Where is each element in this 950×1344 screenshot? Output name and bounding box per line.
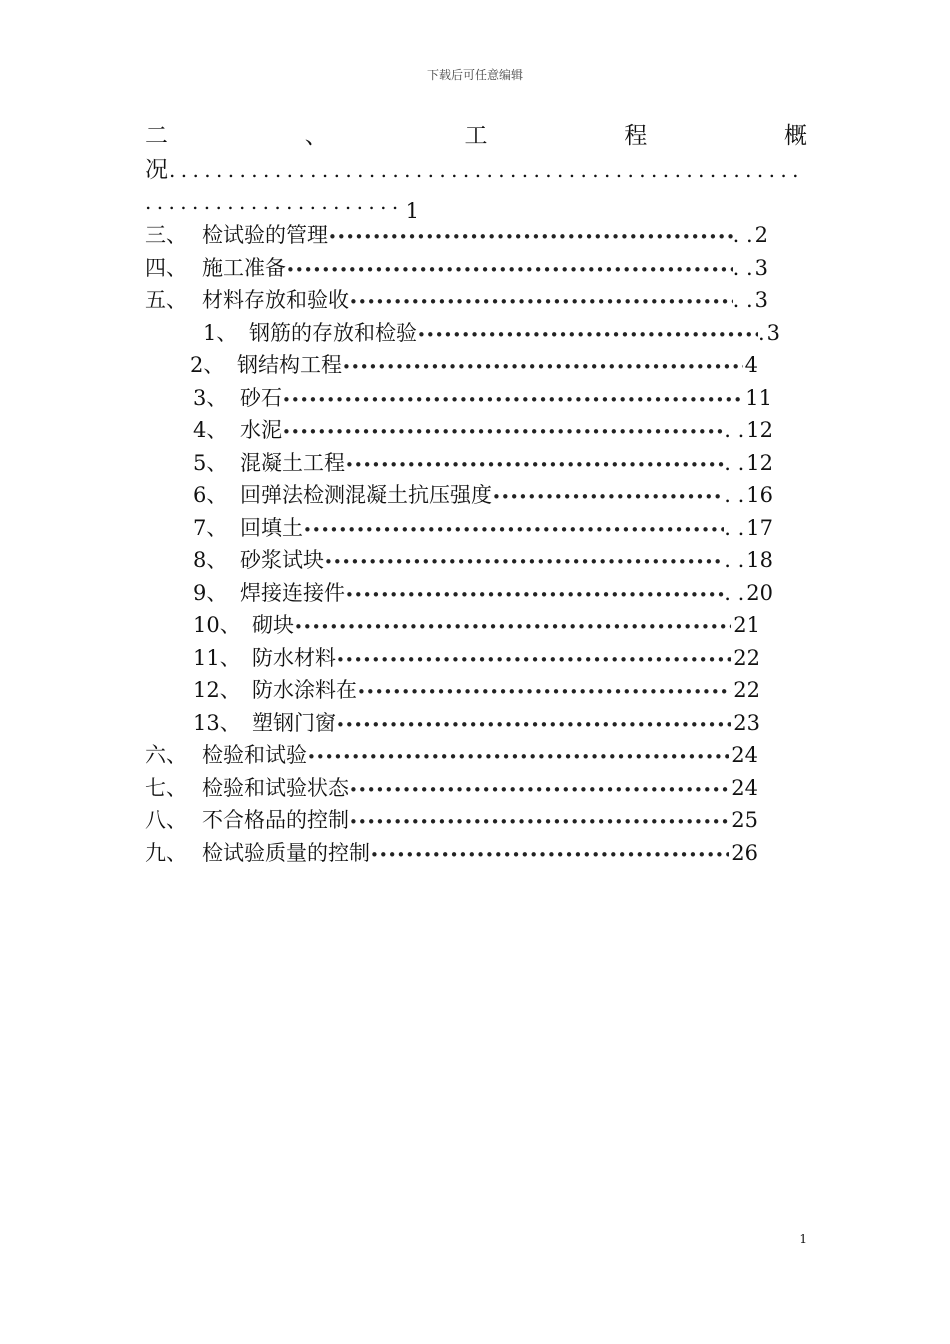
toc-entry[interactable] (145, 739, 758, 771)
toc-page-number: 3 (754, 255, 768, 280)
toc-entry[interactable] (193, 577, 773, 609)
toc-page-number: 12 (746, 450, 773, 475)
toc-entry[interactable] (193, 512, 773, 544)
toc-page-number: 23 (733, 710, 760, 735)
toc-page-number: 25 (731, 808, 758, 832)
toc-entry-title: 塑钢门窗 (252, 710, 336, 735)
toc-leader-tail: . . (732, 223, 753, 247)
toc-entry[interactable] (145, 219, 768, 251)
toc-char: 程 (624, 123, 648, 149)
toc-page-number: 3 (766, 320, 780, 345)
toc-leader-tail: . . (724, 418, 745, 442)
toc-entry[interactable] (145, 837, 758, 869)
toc-leader-dots (349, 806, 729, 836)
toc-page-number: 21 (733, 613, 760, 637)
toc-leader-tail: . (757, 320, 765, 345)
toc-leader-tail: . . (724, 450, 745, 475)
toc-entry[interactable] (145, 284, 768, 316)
toc-entry[interactable] (203, 317, 780, 349)
toc-entry-title: 检试验质量的控制 (202, 840, 370, 865)
toc-leader-dots (282, 416, 724, 446)
toc-leader-dots (349, 286, 733, 316)
toc-entry-title: 检试验的管理 (202, 223, 328, 247)
toc-entry[interactable] (193, 479, 773, 511)
toc-leader-dots (328, 221, 733, 251)
toc-entry-title: 检验和试验 (202, 743, 307, 767)
toc-leader-dots (307, 741, 729, 771)
toc-leader-dots (345, 449, 724, 479)
toc-leader-dots: ...................... (145, 190, 404, 214)
toc-entry-number: 三、 (145, 223, 187, 247)
toc-char: 概 (784, 123, 807, 149)
toc-leader-tail: . . (724, 515, 745, 540)
toc-entry-number: 5、 (193, 450, 228, 475)
toc-entry-title: 防水材料 (252, 645, 336, 670)
toc-entry-title: 砌块 (252, 613, 294, 637)
toc-page-number: 22 (733, 678, 760, 702)
toc-entry-title: 不合格品的控制 (202, 808, 349, 832)
toc-entry-overview-line3[interactable] (145, 186, 807, 218)
toc-entry[interactable] (145, 804, 758, 836)
toc-entry[interactable] (193, 544, 773, 576)
toc-entry[interactable] (193, 674, 760, 706)
toc-entry-number: 2、 (190, 353, 225, 377)
toc-entry-overview-line2[interactable] (145, 154, 807, 186)
toc-entry[interactable] (145, 252, 768, 284)
toc-entry[interactable] (193, 447, 773, 479)
page-header: 下载后可任意编辑 (426, 68, 523, 82)
toc-leader-dots (282, 384, 743, 414)
toc-entry-number: 13、 (193, 710, 241, 735)
toc-entry-overview-line1[interactable] (145, 120, 807, 152)
toc-leader-dots (336, 709, 731, 739)
toc-page-number: 24 (731, 775, 758, 800)
toc-entry-title: 钢结构工程 (237, 353, 342, 377)
toc-entry[interactable] (193, 414, 773, 446)
toc-entry[interactable] (193, 707, 760, 739)
toc-leader-tail: . . (724, 483, 745, 507)
toc-entry-title: 混凝土工程 (240, 450, 345, 475)
toc-entry-title: 钢筋的存放和检验 (249, 320, 417, 345)
toc-page-number: 3 (754, 288, 768, 312)
toc-page-number: 4 (744, 353, 758, 377)
toc-leader-dots (357, 676, 731, 706)
toc-entry-title: 回弹法检测混凝土抗压强度 (240, 483, 492, 507)
toc-entry-title: 水泥 (240, 418, 282, 442)
toc-entry-title: 回填土 (240, 515, 303, 540)
toc-leader-dots (349, 774, 729, 804)
toc-entry-number: 7、 (193, 515, 228, 540)
toc-leader-dots (370, 839, 729, 869)
toc-page-number: 24 (731, 743, 758, 767)
toc-entry-title: 施工准备 (202, 255, 286, 280)
page-number: 1 (799, 1232, 807, 1246)
toc-entry-number: 六、 (145, 743, 187, 767)
toc-page-number: 22 (733, 645, 760, 670)
toc-leader-dots (417, 319, 758, 349)
toc-char: 、 (304, 123, 328, 149)
toc-page-number: 26 (731, 840, 758, 865)
toc-char: 工 (464, 123, 488, 149)
toc-leader-tail: . . (724, 548, 745, 572)
toc-entry[interactable] (190, 349, 758, 381)
toc-entry-number: 八、 (145, 808, 187, 832)
toc-entry-title: 材料存放和验收 (202, 288, 349, 312)
toc-entry[interactable] (193, 382, 772, 414)
toc-page-number: 20 (746, 580, 773, 605)
toc-leader-dots (336, 644, 731, 674)
toc-entry-number: 10、 (193, 613, 241, 637)
toc-char: 二 (145, 123, 168, 149)
toc-leader-dots (345, 579, 724, 609)
toc-entry-number: 6、 (193, 483, 228, 507)
toc-page-number: 11 (745, 385, 772, 410)
toc-entry-number: 1、 (203, 320, 238, 345)
toc-entry-number: 9、 (193, 580, 228, 605)
toc-entry-number: 12、 (193, 678, 241, 702)
toc-leader-tail: . . (732, 255, 753, 280)
toc-leader-dots (324, 546, 724, 576)
toc-page-number: 16 (746, 483, 773, 507)
toc-entry-title: 防水涂料在 (252, 678, 357, 702)
toc-entry-number: 8、 (193, 548, 228, 572)
toc-page-number: 12 (746, 418, 773, 442)
toc-entry[interactable] (145, 772, 758, 804)
toc-page-number: 1 (405, 199, 420, 218)
toc-entry[interactable] (193, 609, 760, 641)
toc-entry-title: 砂石 (240, 385, 282, 410)
toc-page-number: 2 (754, 223, 768, 247)
toc-entry[interactable] (193, 642, 760, 674)
toc-entry-number: 3、 (193, 385, 228, 410)
toc-leader-dots (492, 481, 724, 511)
toc-entry-number: 四、 (145, 255, 187, 280)
toc-leader-dots (294, 611, 731, 641)
toc-leader-dots: ...................................................... (169, 158, 804, 182)
toc-page-number: 17 (746, 515, 773, 540)
toc-entry-title: 检验和试验状态 (202, 775, 349, 800)
toc-leader-tail: . . (732, 288, 753, 312)
toc-entry-number: 七、 (145, 775, 187, 800)
toc-entry-number: 五、 (145, 288, 187, 312)
toc-entry-number: 11、 (193, 645, 241, 670)
toc-page-number: 18 (746, 548, 773, 572)
toc-leader-tail: . . (724, 580, 745, 605)
toc-entry-number: 4、 (193, 418, 228, 442)
toc-entry-title: 砂浆试块 (240, 548, 324, 572)
toc-char: 况 (145, 157, 168, 183)
toc-leader-dots (303, 514, 724, 544)
toc-entry-title: 焊接连接件 (240, 580, 345, 605)
toc-leader-dots (342, 351, 743, 381)
toc-entry-number: 九、 (145, 840, 187, 865)
toc-leader-dots (286, 254, 733, 284)
